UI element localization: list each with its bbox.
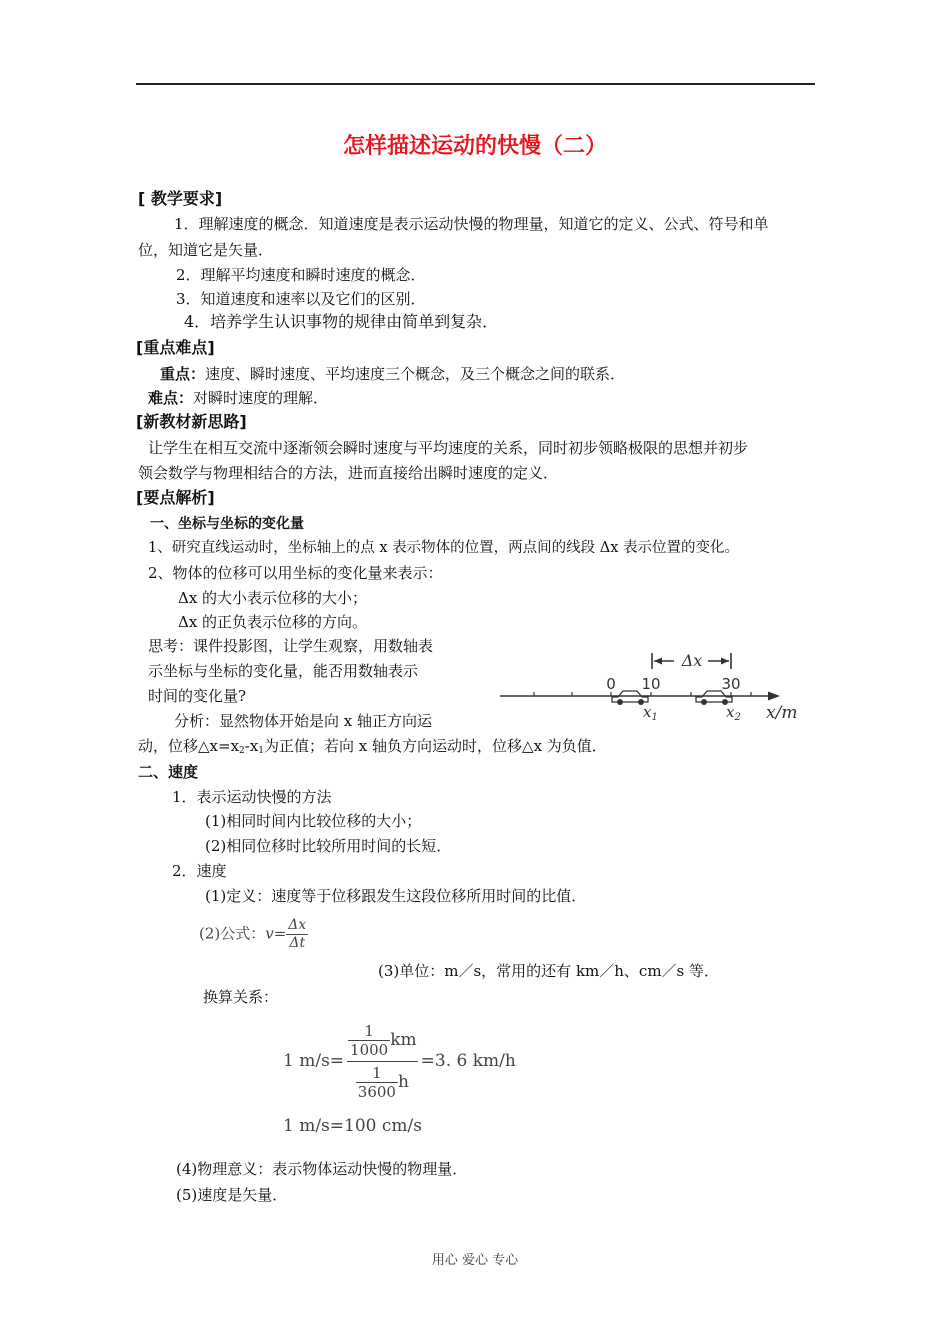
analysis-line2-a: 动，位移△x=x bbox=[138, 737, 240, 755]
tick-label-0: 0 bbox=[606, 675, 616, 693]
difficulty-text: 对瞬时速度的理解． bbox=[193, 389, 329, 407]
header-rule bbox=[136, 83, 815, 85]
formula-v: v= bbox=[265, 924, 287, 943]
axis-unit-label: x/m bbox=[766, 703, 798, 723]
eq1-left: 1 m/s= bbox=[283, 1051, 345, 1071]
eq1-h-fraction bbox=[356, 1064, 398, 1101]
analysis-line2-b: -x bbox=[244, 737, 259, 755]
eq1-km-fraction bbox=[348, 1022, 390, 1059]
conversion-equation-2: 1 m/s=100 cm/s bbox=[283, 1116, 422, 1136]
section-heading-new-approach: [新教材新思路] bbox=[136, 412, 247, 431]
analysis-point-1: 1、研究直线运动时，坐标轴上的点 x 表示物体的位置，两点间的线段 Δx 表示位置的变化。 bbox=[148, 540, 739, 556]
delta-x-label: Δx bbox=[681, 651, 703, 670]
requirement-2: 2．理解平均速度和瞬时速度的概念． bbox=[176, 266, 426, 284]
analysis-point-4: Δx 的正负表示位移的方向。 bbox=[178, 613, 368, 631]
axis-arrowhead bbox=[768, 692, 780, 701]
analysis-point-3: Δx 的大小表示位移的大小； bbox=[178, 589, 368, 607]
difficulty-label: 难点： bbox=[148, 389, 194, 407]
velocity-definition: (1)定义：速度等于位移跟发生这段位移所用时间的比值． bbox=[205, 887, 587, 905]
requirement-3: 3．知道速度和速率以及它们的区别． bbox=[176, 290, 426, 308]
velocity-formula bbox=[199, 917, 308, 952]
think-line2: 示坐标与坐标的变化量，能否用数轴表示 bbox=[148, 662, 419, 680]
conversion-heading: 换算关系： bbox=[203, 988, 279, 1006]
eq1-km-den: 1000 bbox=[350, 1040, 389, 1059]
eq1-h-den: 3600 bbox=[357, 1082, 396, 1101]
eq1-km-unit: km bbox=[390, 1029, 417, 1050]
analysis-line2 bbox=[138, 735, 607, 762]
analysis-sub-1: 1 bbox=[258, 746, 265, 756]
formula-numerator: Δx bbox=[288, 917, 307, 933]
analysis-line2-c: 为正值；若向 x 轴负方向运动时，位移△x 为负值． bbox=[264, 737, 607, 755]
section-heading-key-points: [重点难点] bbox=[136, 338, 215, 357]
section-heading-requirements: [ 教学要求] bbox=[138, 189, 223, 208]
key-point-row bbox=[160, 363, 625, 385]
eq1-numerator bbox=[347, 1022, 418, 1062]
velocity-unit: (3)单位：m／s，常用的还有 km／h、cm／s 等． bbox=[378, 962, 720, 980]
analysis-point-2: 2、物体的位移可以用坐标的变化量来表示： bbox=[148, 564, 443, 582]
page-title: 怎样描述运动的快慢（二） bbox=[342, 134, 607, 159]
analysis-line1: 分析：显然物体开始是向 x 轴正方向运 bbox=[174, 712, 432, 730]
think-line3: 时间的变化量? bbox=[148, 687, 247, 705]
physical-meaning: (4)物理意义：表示物体运动快慢的物理量． bbox=[176, 1160, 468, 1178]
tick-label-10: 10 bbox=[641, 675, 661, 693]
velocity-heading: 2．速度 bbox=[172, 862, 227, 880]
requirement-1-line1: 1．理解速度的概念．知道速度是表示运动快慢的物理量，知道它的定义、公式、符号和单 bbox=[174, 215, 769, 233]
eq1-h-unit: h bbox=[397, 1071, 409, 1092]
eq1-h-num: 1 bbox=[356, 1064, 398, 1083]
think-line1: 思考：课件投影图，让学生观察，用数轴表 bbox=[148, 637, 434, 655]
requirement-4: 4．培养学生认识事物的规律由简单到复杂． bbox=[184, 312, 499, 331]
conversion-equation-1 bbox=[283, 1016, 516, 1106]
new-approach-line2: 领会数学与物理相结合的方法，进而直接给出瞬时速度的定义． bbox=[138, 464, 559, 482]
x1-label: $x_1$ bbox=[643, 703, 658, 723]
key-point-text: 速度、瞬时速度、平均速度三个概念，及三个概念之间的联系． bbox=[205, 365, 626, 383]
formula-label: (2)公式： bbox=[199, 924, 266, 943]
velocity-is-vector: (5)速度是矢量． bbox=[176, 1186, 288, 1204]
method-1: (1)相同时间内比较位移的大小； bbox=[205, 812, 422, 830]
tick-label-30: 30 bbox=[721, 675, 741, 693]
eq1-main-fraction bbox=[347, 1022, 418, 1101]
key-point-label: 重点： bbox=[160, 365, 206, 383]
delta-arrowhead-left bbox=[654, 658, 662, 665]
difficulty-row bbox=[148, 387, 328, 409]
method-heading: 1．表示运动快慢的方法 bbox=[172, 788, 332, 806]
new-approach-line1: 让学生在相互交流中逐渐领会瞬时速度与平均速度的关系，同时初步领略极限的思想并初步 bbox=[148, 439, 749, 457]
subheading-velocity: 二、速度 bbox=[138, 763, 199, 781]
requirement-1-line2: 位，知道它是矢量． bbox=[138, 241, 274, 259]
formula-denominator: Δt bbox=[289, 935, 306, 951]
eq1-km-num: 1 bbox=[348, 1022, 390, 1041]
analysis-sub-2: 2 bbox=[239, 746, 245, 756]
formula-fraction bbox=[286, 917, 308, 952]
delta-arrowhead-right bbox=[721, 658, 729, 665]
subheading-coordinates: 一、坐标与坐标的变化量 bbox=[150, 516, 304, 532]
section-heading-analysis: [要点解析] bbox=[136, 488, 215, 507]
page-footer: 用心 爱心 专心 bbox=[431, 1253, 519, 1268]
method-2: (2)相同位移时比较所用时间的长短． bbox=[205, 837, 452, 855]
x2-label: $x_2$ bbox=[726, 703, 741, 723]
eq1-right: =3. 6 km/h bbox=[420, 1051, 516, 1071]
eq1-denominator bbox=[347, 1062, 418, 1101]
number-line-figure bbox=[496, 645, 808, 727]
